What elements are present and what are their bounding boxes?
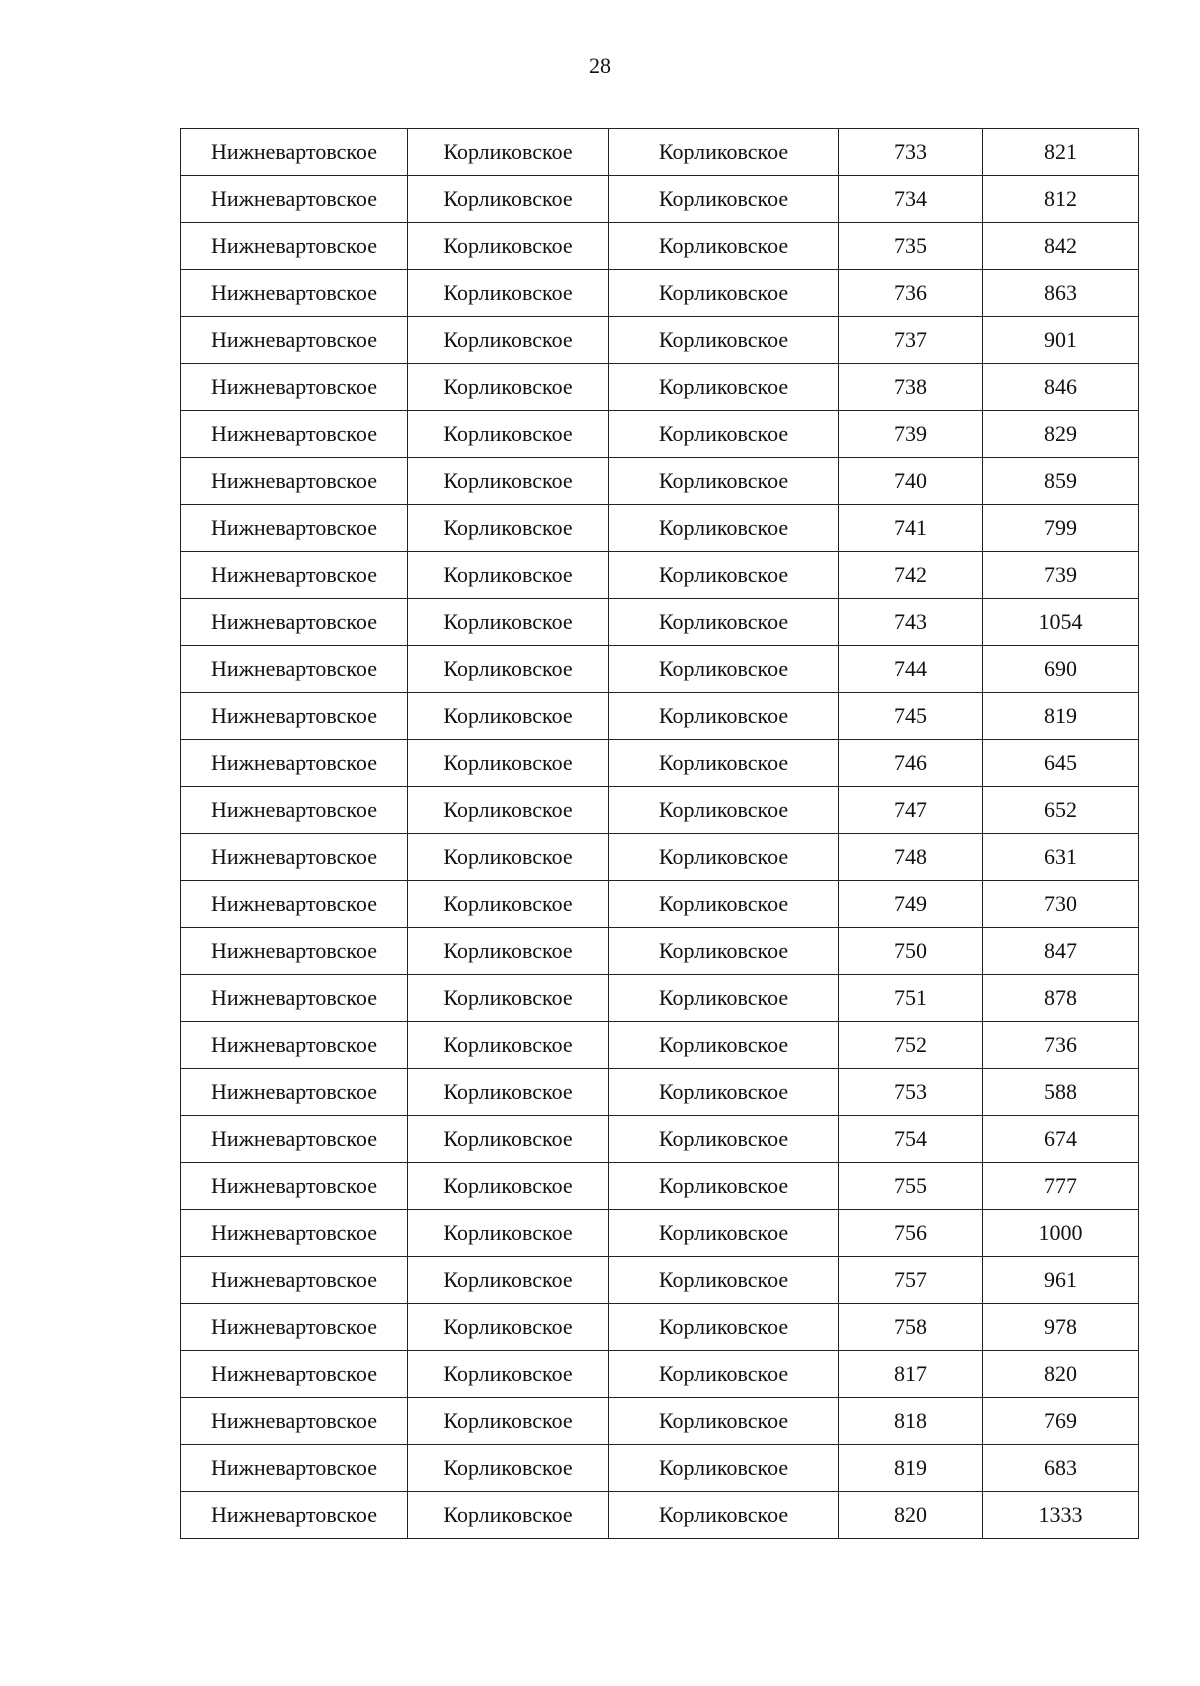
table-row bbox=[181, 787, 1139, 834]
tract-cell: Корликовское bbox=[609, 1163, 839, 1210]
forestry-cell: Нижневартовское bbox=[181, 975, 408, 1022]
district-forestry-cell: Корликовское bbox=[408, 364, 609, 411]
table-row bbox=[181, 1163, 1139, 1210]
table-row bbox=[181, 693, 1139, 740]
value-cell: 878 bbox=[983, 975, 1139, 1022]
page-number: 28 bbox=[589, 53, 611, 78]
table-row bbox=[181, 317, 1139, 364]
quarter-number-cell: 738 bbox=[839, 364, 983, 411]
quarter-number-cell: 753 bbox=[839, 1069, 983, 1116]
forestry-cell: Нижневартовское bbox=[181, 928, 408, 975]
value-cell: 674 bbox=[983, 1116, 1139, 1163]
tract-cell: Корликовское bbox=[609, 411, 839, 458]
quarter-number-cell: 758 bbox=[839, 1304, 983, 1351]
value-cell: 631 bbox=[983, 834, 1139, 881]
tract-cell: Корликовское bbox=[609, 1022, 839, 1069]
value-cell: 820 bbox=[983, 1351, 1139, 1398]
quarter-number-cell: 819 bbox=[839, 1445, 983, 1492]
value-cell: 859 bbox=[983, 458, 1139, 505]
tract-cell: Корликовское bbox=[609, 599, 839, 646]
forestry-cell: Нижневартовское bbox=[181, 317, 408, 364]
quarter-number-cell: 746 bbox=[839, 740, 983, 787]
tract-cell: Корликовское bbox=[609, 693, 839, 740]
tract-cell: Корликовское bbox=[609, 129, 839, 176]
quarter-number-cell: 736 bbox=[839, 270, 983, 317]
district-forestry-cell: Корликовское bbox=[408, 317, 609, 364]
quarter-number-cell: 752 bbox=[839, 1022, 983, 1069]
forestry-cell: Нижневартовское bbox=[181, 693, 408, 740]
table-row bbox=[181, 1116, 1139, 1163]
district-forestry-cell: Корликовское bbox=[408, 928, 609, 975]
tract-cell: Корликовское bbox=[609, 552, 839, 599]
value-cell: 978 bbox=[983, 1304, 1139, 1351]
district-forestry-cell: Корликовское bbox=[408, 599, 609, 646]
table-row bbox=[181, 458, 1139, 505]
quarter-number-cell: 733 bbox=[839, 129, 983, 176]
tract-cell: Корликовское bbox=[609, 505, 839, 552]
district-forestry-cell: Корликовское bbox=[408, 881, 609, 928]
quarter-number-cell: 741 bbox=[839, 505, 983, 552]
quarter-number-cell: 817 bbox=[839, 1351, 983, 1398]
value-cell: 846 bbox=[983, 364, 1139, 411]
value-cell: 769 bbox=[983, 1398, 1139, 1445]
quarter-number-cell: 735 bbox=[839, 223, 983, 270]
value-cell: 588 bbox=[983, 1069, 1139, 1116]
district-forestry-cell: Корликовское bbox=[408, 505, 609, 552]
value-cell: 683 bbox=[983, 1445, 1139, 1492]
value-cell: 842 bbox=[983, 223, 1139, 270]
district-forestry-cell: Корликовское bbox=[408, 1069, 609, 1116]
value-cell: 901 bbox=[983, 317, 1139, 364]
table-row bbox=[181, 505, 1139, 552]
district-forestry-cell: Корликовское bbox=[408, 834, 609, 881]
table-row bbox=[181, 1304, 1139, 1351]
tract-cell: Корликовское bbox=[609, 740, 839, 787]
value-cell: 690 bbox=[983, 646, 1139, 693]
tract-cell: Корликовское bbox=[609, 1116, 839, 1163]
quarter-number-cell: 744 bbox=[839, 646, 983, 693]
value-cell: 829 bbox=[983, 411, 1139, 458]
district-forestry-cell: Корликовское bbox=[408, 975, 609, 1022]
district-forestry-cell: Корликовское bbox=[408, 740, 609, 787]
table-row bbox=[181, 975, 1139, 1022]
table-row bbox=[181, 1445, 1139, 1492]
district-forestry-cell: Корликовское bbox=[408, 1351, 609, 1398]
forestry-cell: Нижневартовское bbox=[181, 1304, 408, 1351]
tract-cell: Корликовское bbox=[609, 834, 839, 881]
forestry-cell: Нижневартовское bbox=[181, 1022, 408, 1069]
forestry-cell: Нижневартовское bbox=[181, 552, 408, 599]
tract-cell: Корликовское bbox=[609, 1069, 839, 1116]
district-forestry-cell: Корликовское bbox=[408, 787, 609, 834]
district-forestry-cell: Корликовское bbox=[408, 693, 609, 740]
value-cell: 777 bbox=[983, 1163, 1139, 1210]
tract-cell: Корликовское bbox=[609, 646, 839, 693]
value-cell: 1054 bbox=[983, 599, 1139, 646]
table-row bbox=[181, 1492, 1139, 1539]
value-cell: 812 bbox=[983, 176, 1139, 223]
tract-cell: Корликовское bbox=[609, 458, 839, 505]
quarter-number-cell: 747 bbox=[839, 787, 983, 834]
district-forestry-cell: Корликовское bbox=[408, 1445, 609, 1492]
quarter-number-cell: 749 bbox=[839, 881, 983, 928]
value-cell: 799 bbox=[983, 505, 1139, 552]
forestry-cell: Нижневартовское bbox=[181, 1492, 408, 1539]
value-cell: 821 bbox=[983, 129, 1139, 176]
table-row bbox=[181, 176, 1139, 223]
value-cell: 1000 bbox=[983, 1210, 1139, 1257]
table-row bbox=[181, 928, 1139, 975]
value-cell: 961 bbox=[983, 1257, 1139, 1304]
quarter-number-cell: 757 bbox=[839, 1257, 983, 1304]
table-row bbox=[181, 270, 1139, 317]
table-row bbox=[181, 740, 1139, 787]
forestry-cell: Нижневартовское bbox=[181, 1163, 408, 1210]
value-cell: 1333 bbox=[983, 1492, 1139, 1539]
district-forestry-cell: Корликовское bbox=[408, 1116, 609, 1163]
table-row bbox=[181, 1398, 1139, 1445]
district-forestry-cell: Корликовское bbox=[408, 1304, 609, 1351]
table-row bbox=[181, 1257, 1139, 1304]
tract-cell: Корликовское bbox=[609, 928, 839, 975]
district-forestry-cell: Корликовское bbox=[408, 1398, 609, 1445]
data-table bbox=[180, 128, 1139, 1539]
district-forestry-cell: Корликовское bbox=[408, 176, 609, 223]
table-row bbox=[181, 1351, 1139, 1398]
quarter-number-cell: 737 bbox=[839, 317, 983, 364]
district-forestry-cell: Корликовское bbox=[408, 1210, 609, 1257]
table-row bbox=[181, 223, 1139, 270]
forestry-cell: Нижневартовское bbox=[181, 646, 408, 693]
forestry-cell: Нижневартовское bbox=[181, 1210, 408, 1257]
forestry-cell: Нижневартовское bbox=[181, 1257, 408, 1304]
value-cell: 652 bbox=[983, 787, 1139, 834]
forestry-cell: Нижневартовское bbox=[181, 270, 408, 317]
quarter-number-cell: 754 bbox=[839, 1116, 983, 1163]
forestry-cell: Нижневартовское bbox=[181, 176, 408, 223]
quarter-number-cell: 745 bbox=[839, 693, 983, 740]
table-row bbox=[181, 411, 1139, 458]
district-forestry-cell: Корликовское bbox=[408, 1163, 609, 1210]
district-forestry-cell: Корликовское bbox=[408, 1022, 609, 1069]
forestry-cell: Нижневартовское bbox=[181, 1069, 408, 1116]
tract-cell: Корликовское bbox=[609, 1304, 839, 1351]
value-cell: 847 bbox=[983, 928, 1139, 975]
district-forestry-cell: Корликовское bbox=[408, 552, 609, 599]
tract-cell: Корликовское bbox=[609, 1210, 839, 1257]
table-row bbox=[181, 646, 1139, 693]
district-forestry-cell: Корликовское bbox=[408, 1492, 609, 1539]
forestry-cell: Нижневартовское bbox=[181, 458, 408, 505]
tract-cell: Корликовское bbox=[609, 1492, 839, 1539]
forestry-cell: Нижневартовское bbox=[181, 505, 408, 552]
table-row bbox=[181, 881, 1139, 928]
quarter-number-cell: 739 bbox=[839, 411, 983, 458]
district-forestry-cell: Корликовское bbox=[408, 646, 609, 693]
forestry-cell: Нижневартовское bbox=[181, 364, 408, 411]
forestry-cell: Нижневартовское bbox=[181, 740, 408, 787]
forestry-cell: Нижневартовское bbox=[181, 787, 408, 834]
quarter-number-cell: 742 bbox=[839, 552, 983, 599]
tract-cell: Корликовское bbox=[609, 223, 839, 270]
district-forestry-cell: Корликовское bbox=[408, 270, 609, 317]
forestry-cell: Нижневартовское bbox=[181, 129, 408, 176]
table-row bbox=[181, 129, 1139, 176]
table-body bbox=[181, 129, 1139, 1539]
forestry-cell: Нижневартовское bbox=[181, 1398, 408, 1445]
forestry-cell: Нижневартовское bbox=[181, 223, 408, 270]
district-forestry-cell: Корликовское bbox=[408, 223, 609, 270]
tract-cell: Корликовское bbox=[609, 1445, 839, 1492]
forestry-cell: Нижневартовское bbox=[181, 1445, 408, 1492]
forestry-cell: Нижневартовское bbox=[181, 599, 408, 646]
quarter-number-cell: 755 bbox=[839, 1163, 983, 1210]
tract-cell: Корликовское bbox=[609, 881, 839, 928]
tract-cell: Корликовское bbox=[609, 1398, 839, 1445]
value-cell: 736 bbox=[983, 1022, 1139, 1069]
quarter-number-cell: 750 bbox=[839, 928, 983, 975]
quarter-number-cell: 756 bbox=[839, 1210, 983, 1257]
value-cell: 819 bbox=[983, 693, 1139, 740]
forestry-cell: Нижневартовское bbox=[181, 411, 408, 458]
quarter-number-cell: 734 bbox=[839, 176, 983, 223]
value-cell: 730 bbox=[983, 881, 1139, 928]
table-row bbox=[181, 599, 1139, 646]
tract-cell: Корликовское bbox=[609, 975, 839, 1022]
quarter-number-cell: 818 bbox=[839, 1398, 983, 1445]
quarter-number-cell: 740 bbox=[839, 458, 983, 505]
tract-cell: Корликовское bbox=[609, 270, 839, 317]
value-cell: 739 bbox=[983, 552, 1139, 599]
value-cell: 645 bbox=[983, 740, 1139, 787]
district-forestry-cell: Корликовское bbox=[408, 129, 609, 176]
forestry-cell: Нижневартовское bbox=[181, 1351, 408, 1398]
tract-cell: Корликовское bbox=[609, 176, 839, 223]
table-row bbox=[181, 1210, 1139, 1257]
table-row bbox=[181, 552, 1139, 599]
district-forestry-cell: Корликовское bbox=[408, 458, 609, 505]
quarter-number-cell: 743 bbox=[839, 599, 983, 646]
district-forestry-cell: Корликовское bbox=[408, 1257, 609, 1304]
forestry-cell: Нижневартовское bbox=[181, 1116, 408, 1163]
quarter-number-cell: 751 bbox=[839, 975, 983, 1022]
tract-cell: Корликовское bbox=[609, 364, 839, 411]
table-row bbox=[181, 1022, 1139, 1069]
table-row bbox=[181, 834, 1139, 881]
quarter-number-cell: 820 bbox=[839, 1492, 983, 1539]
forestry-cell: Нижневартовское bbox=[181, 834, 408, 881]
tract-cell: Корликовское bbox=[609, 1257, 839, 1304]
tract-cell: Корликовское bbox=[609, 787, 839, 834]
value-cell: 863 bbox=[983, 270, 1139, 317]
district-forestry-cell: Корликовское bbox=[408, 411, 609, 458]
tract-cell: Корликовское bbox=[609, 317, 839, 364]
table-row bbox=[181, 1069, 1139, 1116]
tract-cell: Корликовское bbox=[609, 1351, 839, 1398]
table-row bbox=[181, 364, 1139, 411]
forestry-cell: Нижневартовское bbox=[181, 881, 408, 928]
quarter-number-cell: 748 bbox=[839, 834, 983, 881]
